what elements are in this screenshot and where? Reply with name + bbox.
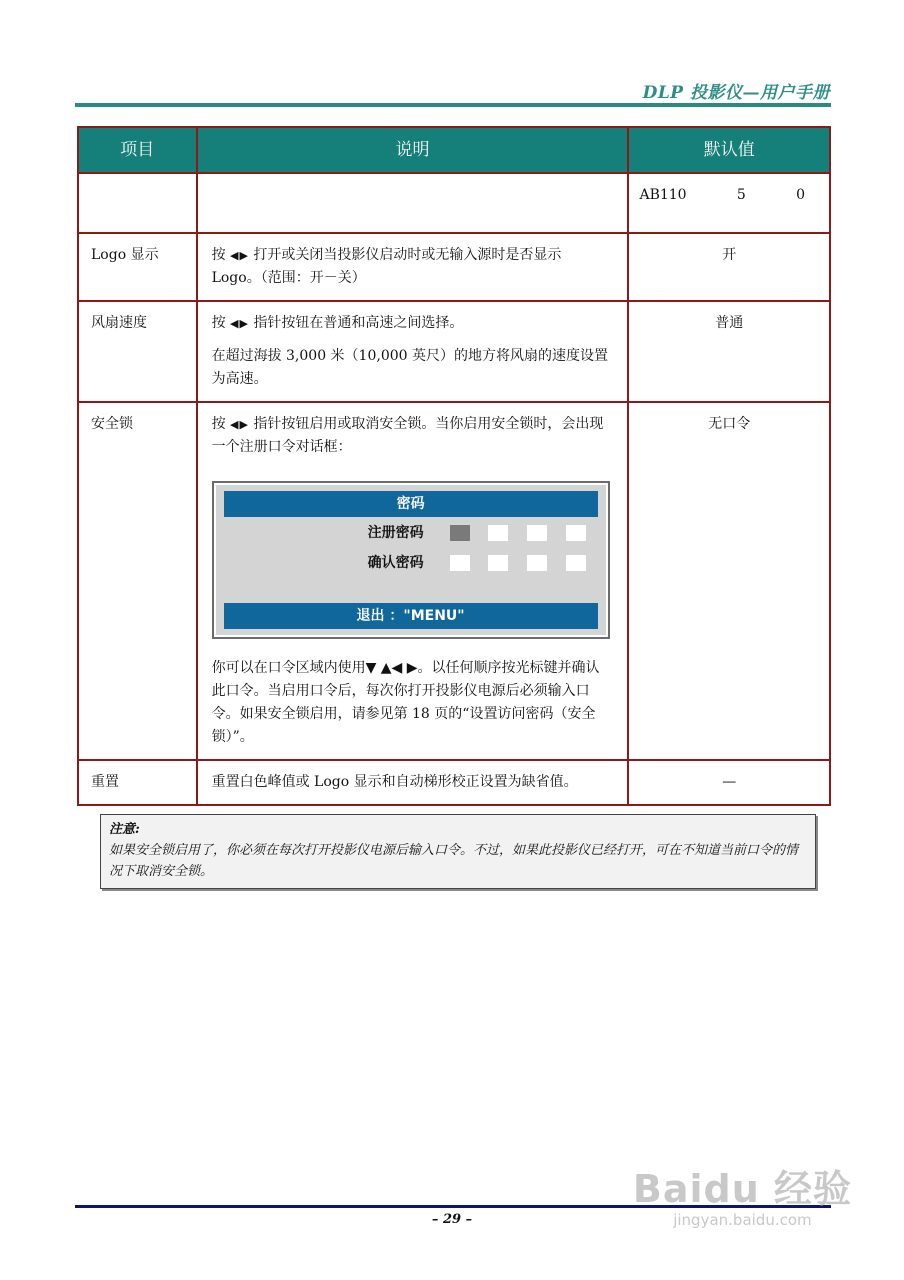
document-header-title: DLP 投影仪—用户手册 [642,83,830,103]
table-row [78,301,830,402]
column-header-description: 说明 [197,127,629,173]
row-desc-security-lock: 按 ◀▶ 指针按钮启用或取消安全锁。当你启用安全锁时，会出现一个注册口令对话框： 密码 注册密码 确认密码 退出 ："MENU" 你可以在口令区域内使用▼ ▲◀ ▶。以任何顺序按光标键并确认此口令。当启用口令后，每次你打开投影仪电源后必须输入口令。如果安全锁启用，请参见第 18 页的“设置访问密码（安全锁）”。 [197,402,629,760]
model-value-2: 0 [796,187,805,203]
password-dialog-title: 密码 [224,491,598,517]
column-header-item: 项目 [78,127,197,173]
register-password-row [214,523,608,543]
table-header-row [78,127,830,173]
row-item-fan-speed: 风扇速度 [78,301,197,402]
register-password-label: 注册密码 [367,525,424,541]
left-right-arrow-icon: ◀▶ [230,249,249,262]
password-digit-box[interactable] [566,525,586,541]
note-text: 如果安全锁启用了，你必须在每次打开投影仪电源后输入口令。不过，如果此投影仪已经打开，可在不知道当前口令的情况下取消安全锁。 [109,843,799,879]
confirm-password-row [214,553,608,573]
column-header-default: 默认值 [628,127,830,173]
table-row [78,233,830,301]
row-desc-fan-speed: 按 ◀▶ 指针按钮在普通和高速之间选择。 在超过海拔 3,000 米（10,000 英尺）的地方将风扇的速度设置为高速。 [197,301,629,402]
model-name: AB110 [639,187,687,203]
header-rule [75,103,831,107]
password-digit-box[interactable] [488,525,508,541]
row-default-reset: — [628,760,830,805]
row-default-fan-speed: 普通 [628,301,830,402]
table-row [78,402,830,760]
row-item-reset: 重置 [78,760,197,805]
model-row-defaults [628,173,830,233]
left-right-arrow-icon: ◀▶ [230,418,249,431]
note-box [100,814,816,889]
exit-menu-bar[interactable]: 退出 ："MENU" [224,603,598,629]
password-digit-box[interactable] [527,555,547,571]
password-digit-box[interactable] [527,525,547,541]
password-digit-box[interactable] [566,555,586,571]
watermark-url: jingyan.baidu.com [673,1211,812,1229]
model-row [78,173,830,233]
password-dialog [212,481,610,639]
table-row [78,760,830,805]
model-row-desc [197,173,629,233]
confirm-password-label: 确认密码 [367,555,424,571]
password-digit-box[interactable] [450,525,470,541]
row-desc-reset: 重置白色峰值或 Logo 显示和自动梯形校正设置为缺省值。 [197,760,629,805]
settings-table [77,126,831,806]
row-item-logo: Logo 显示 [78,233,197,301]
watermark [633,1158,852,1229]
row-item-security-lock: 安全锁 [78,402,197,760]
password-digit-box[interactable] [450,555,470,571]
model-row-item [78,173,197,233]
row-default-security-lock: 无口令 [628,402,830,760]
row-desc-logo: 按 ◀▶ 打开或关闭当投影仪启动时或无输入源时是否显示 Logo。（范围：开－关） [197,233,629,301]
left-right-arrow-icon: ◀▶ [230,317,249,330]
watermark-brand: Baidu 经验 [632,1167,852,1211]
password-digit-box[interactable] [488,555,508,571]
note-title: 注意: [109,822,140,837]
model-value-1: 5 [736,187,746,203]
page-number: – 29 – [431,1212,473,1227]
row-default-logo: 开 [628,233,830,301]
